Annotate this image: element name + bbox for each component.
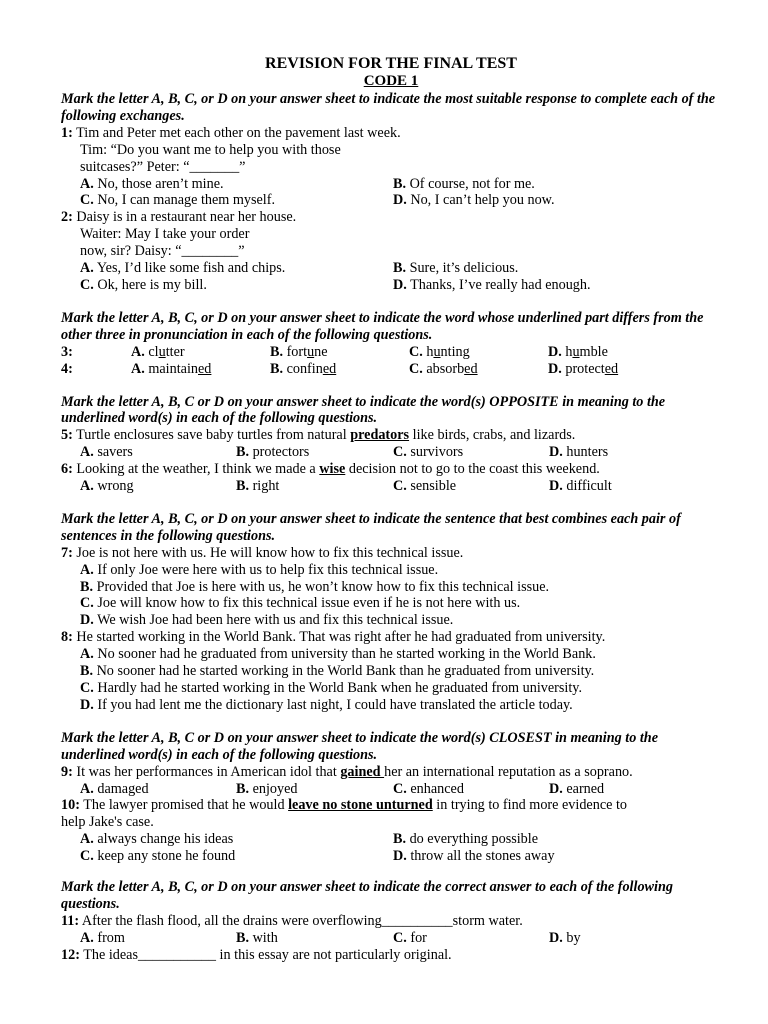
- option-c: C. sensible: [393, 478, 457, 495]
- option-d: D. by: [549, 929, 581, 946]
- question-stem: 1: Tim and Peter met each other on the pavement last week.: [61, 124, 401, 141]
- section-instruction: Mark the letter A, B, C, or D on your answer sheet to indicate the correct answer to each of the following questions.: [61, 879, 673, 912]
- question-stem: 5: Turtle enclosures save baby turtles from natural predators like birds, crabs, and lizards.: [61, 427, 576, 444]
- option-b: B. Of course, not for me.: [393, 175, 535, 192]
- option-b: B. with: [236, 929, 278, 946]
- option-b: B. fortune: [270, 343, 328, 360]
- question-stem-line: Tim: “Do you want me to help you with those: [80, 141, 341, 158]
- question-stem-line: now, sir? Daisy: “________”: [80, 243, 245, 260]
- question-number: 4:: [61, 360, 73, 377]
- option-d: D. No, I can’t help you now.: [393, 192, 555, 209]
- section-instruction: Mark the letter A, B, C or D on your answer sheet to indicate the word(s) OPPOSITE in meaning to the underlined word(s) in each of the following questions.: [61, 393, 666, 427]
- option-a: A. savers: [80, 444, 133, 461]
- option-b: B. No sooner had he started working in the World Bank than he graduated from university.: [80, 663, 595, 680]
- option-d: D. Thanks, I’ve really had enough.: [393, 276, 591, 293]
- option-a: A. If only Joe were here with us to help fix this technical issue.: [80, 561, 439, 578]
- pronunciation-row: [61, 344, 721, 361]
- option-a: A. damaged: [80, 780, 149, 797]
- options-row: [61, 444, 721, 461]
- option-d: D. throw all the stones away: [393, 848, 555, 865]
- option-b: B. enjoyed: [236, 780, 298, 797]
- option-c: C. No, I can manage them myself.: [80, 192, 276, 209]
- question-stem: 7: Joe is not here with us. He will know how to fix this technical issue.: [61, 544, 464, 561]
- option-a: A. always change his ideas: [80, 831, 234, 848]
- options-row: [61, 781, 721, 798]
- question-stem: 6: Looking at the weather, I think we made a wise decision not to go to the coast this weekend.: [61, 461, 600, 478]
- option-a: A. No sooner had he graduated from university than he started working in the World Bank.: [80, 646, 596, 663]
- option-d: D. earned: [549, 780, 605, 797]
- question-stem: 11: After the flash flood, all the drains were overflowing__________storm water.: [61, 912, 523, 929]
- question-stem: 2: Daisy is in a restaurant near her house.: [61, 209, 297, 226]
- section-instruction: Mark the letter A, B, C, or D on your answer sheet to indicate the most suitable response to complete each of the following exchanges.: [61, 91, 716, 124]
- option-b: B. confined: [270, 360, 337, 377]
- option-a: A. maintained: [131, 360, 212, 377]
- question-stem: 10: The lawyer promised that he would leave no stone unturned in trying to find more evidence to: [61, 797, 627, 814]
- option-b: B. do everything possible: [393, 831, 539, 848]
- worksheet-page: [61, 55, 721, 964]
- option-a: A. Yes, I’d like some fish and chips.: [80, 260, 286, 277]
- options-row: [61, 831, 721, 848]
- option-a: A. wrong: [80, 478, 134, 495]
- option-d: D. humble: [548, 343, 608, 360]
- pronunciation-row: [61, 361, 721, 378]
- section-instruction: Mark the letter A, B, C, or D on your answer sheet to indicate the word whose underlined part differs from the other three in pronunciation in each of the following questions.: [61, 309, 704, 343]
- option-b: B. Sure, it’s delicious.: [393, 260, 519, 277]
- question-stem-line: help Jake's case.: [61, 814, 154, 831]
- option-c: C. for: [393, 929, 427, 946]
- options-row: [61, 260, 721, 277]
- question-stem: 9: It was her performances in American idol that gained her an international reputation as a soprano.: [61, 763, 633, 780]
- option-b: B. right: [236, 478, 280, 495]
- option-a: A. No, those aren’t mine.: [80, 175, 224, 192]
- option-a: A. clutter: [131, 343, 185, 360]
- options-row: [61, 176, 721, 193]
- option-c: C. Hardly had he started working in the World Bank when he graduated from university.: [80, 680, 582, 696]
- question-stem: 8: He started working in the World Bank. That was right after he had graduated from university.: [61, 629, 606, 646]
- option-c: C. enhanced: [393, 780, 464, 797]
- page-title: REVISION FOR THE FINAL TEST: [265, 55, 517, 72]
- option-b: B. Provided that Joe is here with us, he won’t know how to fix this technical issue.: [80, 578, 550, 595]
- option-d: D. hunters: [549, 444, 609, 461]
- option-c: C. absorbed: [409, 360, 478, 377]
- question-stem: 12: The ideas___________ in this essay are not particularly original.: [61, 946, 452, 963]
- question-stem-line: Waiter: May I take your order: [80, 226, 250, 243]
- option-c: C. survivors: [393, 444, 464, 461]
- section-instruction: Mark the letter A, B, C or D on your answer sheet to indicate the word(s) CLOSEST in meaning to the underlined word(s) in each of the following questions.: [61, 729, 658, 763]
- option-c: C. keep any stone he found: [80, 848, 236, 865]
- option-a: A. from: [80, 929, 125, 946]
- option-c: C. Ok, here is my bill.: [80, 276, 207, 293]
- option-d: D. difficult: [549, 478, 612, 495]
- code-label: CODE 1: [363, 73, 419, 89]
- question-stem-line: suitcases?” Peter: “_______”: [80, 158, 246, 175]
- section-instruction: Mark the letter A, B, C, or D on your answer sheet to indicate the sentence that best combines each pair of sentences in the following questions.: [61, 510, 681, 544]
- options-row: [61, 277, 721, 294]
- option-d: D. We wish Joe had been here with us and fix this technical issue.: [80, 612, 454, 629]
- options-row: [61, 192, 721, 209]
- question-number: 3:: [61, 343, 73, 360]
- options-row: [61, 848, 721, 865]
- option-c: C. Joe will know how to fix this technical issue even if he is not here with us.: [80, 595, 521, 612]
- options-row: [61, 930, 721, 947]
- option-d: D. If you had lent me the dictionary last night, I could have translated the article today.: [80, 696, 573, 713]
- options-row: [61, 478, 721, 495]
- option-c: C. hunting: [409, 343, 470, 360]
- option-b: B. protectors: [236, 444, 310, 461]
- option-d: D. protected: [548, 360, 619, 377]
